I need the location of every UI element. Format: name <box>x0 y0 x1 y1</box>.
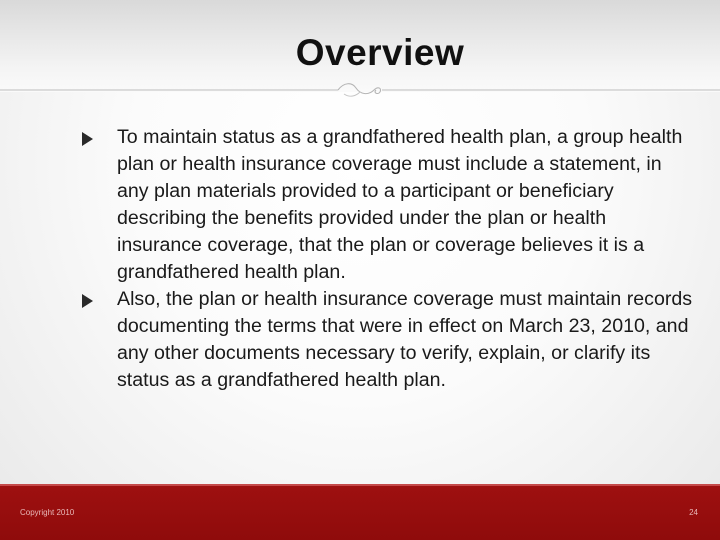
page-number: 24 <box>689 508 698 517</box>
triangle-bullet-icon <box>82 294 93 308</box>
slide-title: Overview <box>295 32 465 73</box>
title-divider <box>0 78 720 108</box>
bullet-text: To maintain status as a grandfathered health plan, a group health plan or health insurance coverage must include a statement, in any plan materials provided to a participant or beneficiary describing the benefits provided under the plan or health insurance coverage, that the plan or coverage believes it is a grandfathered health plan. <box>117 126 683 283</box>
footer-bar <box>0 486 720 540</box>
flourish-ornament-tail-icon <box>344 92 360 96</box>
bullet-list <box>80 124 695 394</box>
bullet-text: Also, the plan or health insurance coverage must maintain records documenting the terms that were in effect on March 23, 2010, and any other documents necessary to verify, explain, or clarify its status as a grandfathered health plan. <box>117 288 693 391</box>
triangle-bullet-icon <box>82 132 93 146</box>
copyright-text: Copyright 2010 <box>20 508 75 517</box>
bullet-item <box>80 124 695 286</box>
bullet-item <box>80 286 695 394</box>
